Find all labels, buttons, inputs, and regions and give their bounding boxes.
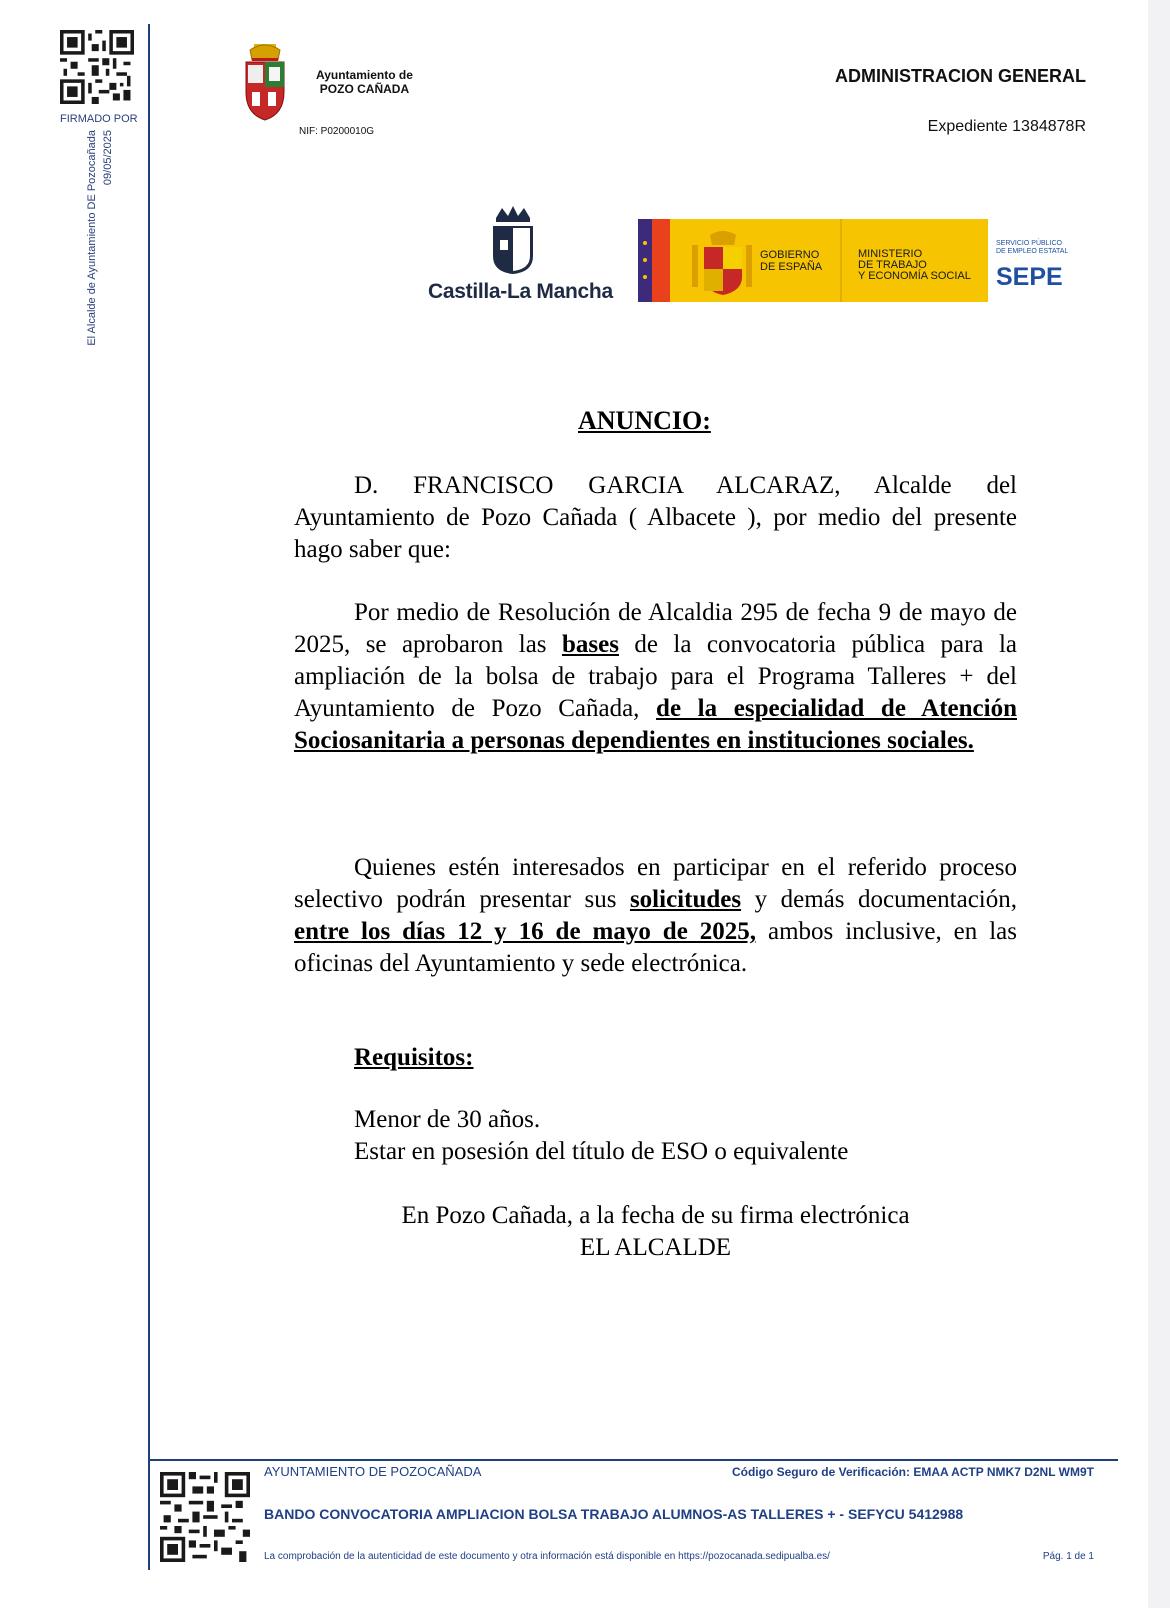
verification-code: Código Seguro de Verificación: EMAA ACTP NMK7 D2NL WM9T (731, 1465, 1094, 1479)
announcement-title: ANUNCIO: (578, 406, 711, 435)
castilla-la-mancha-logo-icon (488, 204, 538, 276)
sepe-wordmark: SEPE (996, 263, 1063, 291)
paragraph-resolution: Por medio de Resolución de Alcaldia 295 de fecha 9 de mayo de 2025, se aprobaron las bases de la convocatoria pública para la ampliación de la bolsa de trabajo para el Programa Talleres + del Ayuntamiento de Pozo Cañada, de la especialidad de Atención Sociosanitaria a personas dependientes en instituciones sociales. (294, 599, 1017, 754)
closing-line: En Pozo Cañada, a la fecha de su firma electrónica (401, 1202, 910, 1229)
margin-divider (148, 24, 150, 1570)
gobierno-espana-label: GOBIERNO DE ESPAÑA (760, 249, 823, 273)
department-title: ADMINISTRACION GENERAL (835, 66, 1086, 86)
qr-code-top (60, 30, 134, 104)
requirements-title: Requisitos: (354, 1044, 474, 1071)
signer-name: El Alcalde de Ayuntamiento DE Pozocañada (86, 130, 98, 346)
footer-divider (150, 1459, 1118, 1461)
nif-code: NIF: P0200010G (299, 126, 375, 137)
footer-organization: AYUNTAMIENTO DE POZOCAÑADA (264, 1464, 482, 1479)
document-reference: BANDO CONVOCATORIA AMPLIACION BOLSA TRABAJO ALUMNOS-AS TALLERES + - SEFYCU 5412988 (264, 1506, 964, 1522)
requirement-age: Menor de 30 años. (354, 1106, 541, 1133)
signature-date: 09/05/2025 (102, 130, 114, 186)
qr-code-footer (160, 1472, 250, 1562)
signature-title: EL ALCALDE (579, 1234, 732, 1261)
paragraph-intro: D. FRANCISCO GARCIA ALCARAZ, Alcalde del Ayuntamiento de Pozo Cañada ( Albacete ), por medio del presente hago saber que: (294, 472, 1017, 563)
authenticity-note: La comprobación de la autenticidad de este documento y otra información está disponible en https://pozocanada.sedipualba.es/ (264, 1551, 830, 1562)
page-number: Pág. 1 de 1 (1042, 1551, 1094, 1562)
sepe-subtitle: SERVICIO PÚBLICO DE EMPLEO ESTATAL (996, 240, 1069, 255)
municipality-name: Ayuntamiento de POZO CAÑADA (316, 68, 413, 96)
ministerio-label: MINISTERIO DE TRABAJO Y ECONOMÍA SOCIAL (858, 248, 971, 282)
paragraph-applications: Quienes estén interesados en participar en el referido proceso selectivo podrán presentar sus solicitudes y demás documentación, entre los días 12 y 16 de mayo de 2025, ambos inclusive, en las oficinas del Ayuntamiento y sede electrónica. (294, 854, 1017, 977)
requirement-education: Estar en posesión del título de ESO o equivalente (354, 1138, 849, 1165)
coat-of-arms-icon (242, 42, 288, 122)
file-number: Expediente 1384878R (927, 118, 1086, 135)
signature-vertical-text (84, 130, 124, 365)
signed-by-label: FIRMADO POR (60, 113, 138, 125)
castilla-la-mancha-label: Castilla-La Mancha (428, 280, 613, 303)
